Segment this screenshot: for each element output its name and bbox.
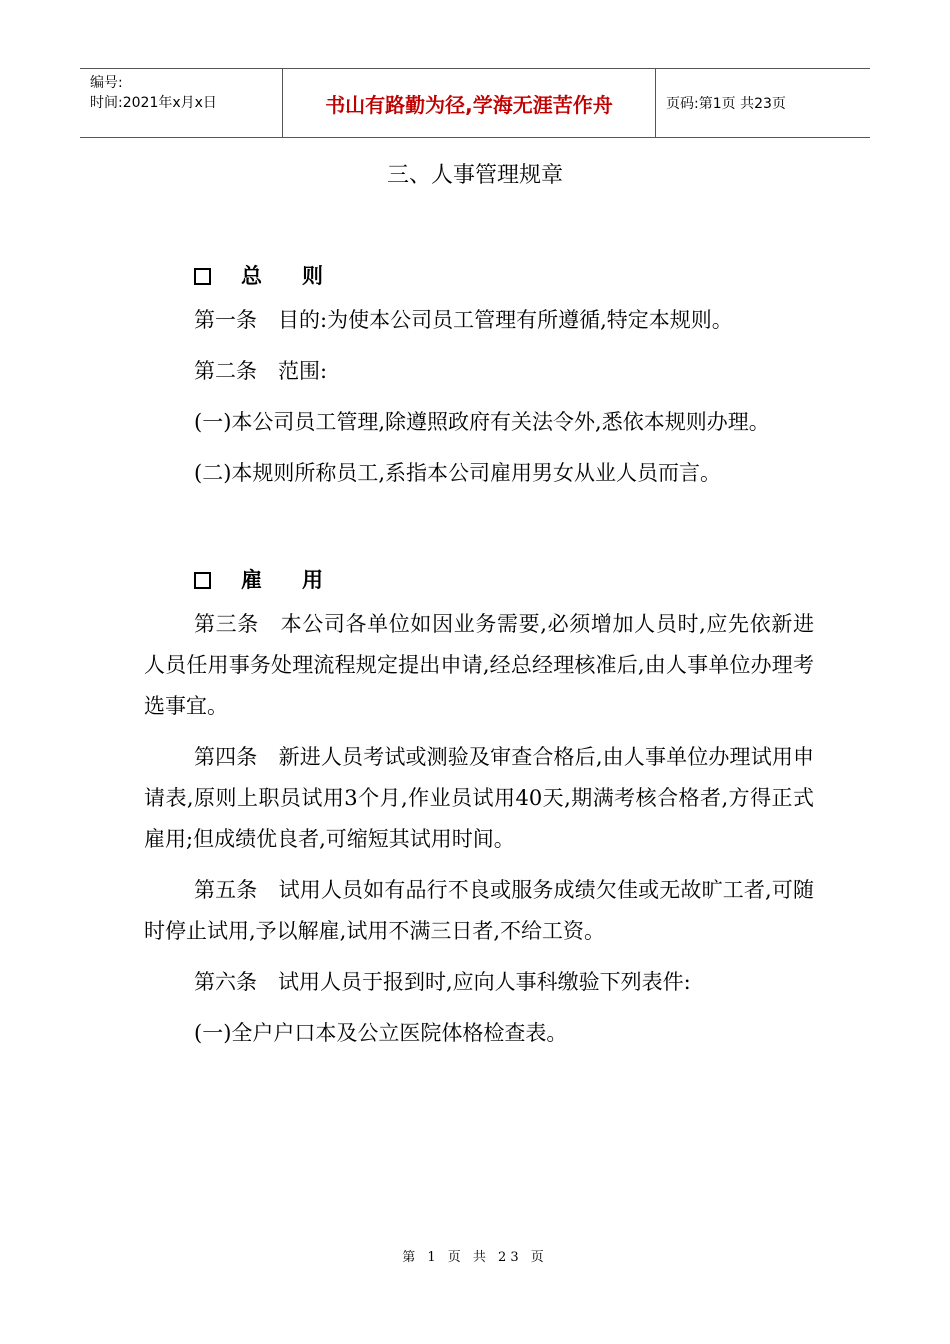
section-heading-employment <box>144 556 814 604</box>
document-title: 三、人事管理规章 <box>386 163 563 188</box>
article-paragraph: (二)本规则所称员工,系指本公司雇用男女从业人员而言。 <box>194 461 722 485</box>
section-spacer <box>144 504 814 556</box>
header-meta <box>80 69 282 137</box>
header-table <box>80 68 870 138</box>
section-heading-text: 雇用 <box>241 568 363 592</box>
number-label: 编号: <box>90 75 123 91</box>
section-heading-general <box>144 252 814 300</box>
article-paragraph: (一)本公司员工管理,除遵照政府有关法令外,悉依本规则办理。 <box>194 410 770 434</box>
header-motto: 书山有路勤为径,学海无涯苦作舟 <box>282 69 656 137</box>
page-footer: 第 1 页 共 23 页 <box>402 1250 548 1265</box>
checkbox-square-icon <box>194 268 211 285</box>
header-page-info: 页码:第1页 共23页 <box>666 96 786 112</box>
document-body <box>144 252 814 1064</box>
article-paragraph: 第四条 新进人员考试或测验及审查合格后,由人事单位办理试用申请表,原则上职员试用3个月,作业员试用40天,期满考核合格者,方得正式雇用;但成绩优良者,可缩短其试用时间。 <box>144 745 814 851</box>
article-paragraph: 第三条 本公司各单位如因业务需要,必须增加人员时,应先依新进人员任用事务处理流程规定提出申请,经总经理核准后,由人事单位办理考选事宜。 <box>144 612 814 718</box>
article-paragraph: 第五条 试用人员如有品行不良或服务成绩欠佳或无故旷工者,可随时停止试用,予以解雇,试用不满三日者,不给工资。 <box>144 878 814 943</box>
article-paragraph: 第二条 范围: <box>194 359 328 383</box>
section-heading-text: 总则 <box>241 264 363 288</box>
time-label: 时间:2021年x月x日 <box>90 95 217 111</box>
article-paragraph: (一)全户户口本及公立医院体格检查表。 <box>194 1021 568 1045</box>
article-paragraph: 第一条 目的:为使本公司员工管理有所遵循,特定本规则。 <box>194 308 733 332</box>
article-paragraph: 第六条 试用人员于报到时,应向人事科缴验下列表件: <box>194 970 691 994</box>
checkbox-square-icon <box>194 572 211 589</box>
